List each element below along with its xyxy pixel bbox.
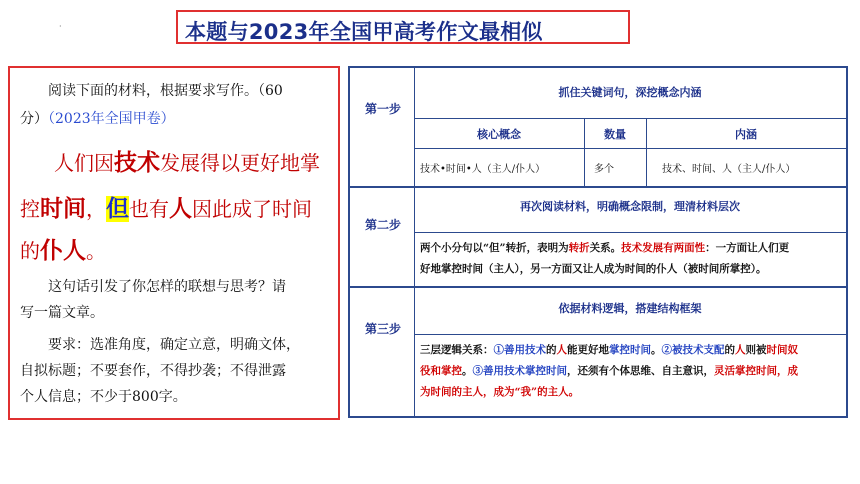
framework-point-2: ②被技术支配	[661, 344, 725, 356]
framework-text: 。	[651, 344, 662, 356]
keyword-time-slave: 时间奴	[766, 344, 798, 356]
step-2-analysis	[420, 238, 838, 280]
quote-text: 也有	[129, 197, 169, 221]
value-count: 多个	[594, 164, 614, 175]
value-connotation: 技术、时间、人（主人/仆人）	[662, 164, 796, 175]
keyword-turn: 转折	[568, 242, 590, 254]
framework-text: ，还须有个体思维、自主意识，	[567, 365, 714, 377]
keyword-servant: 仆人	[40, 238, 86, 264]
page-title: 本题与2023年全国甲高考作文最相似	[185, 20, 543, 44]
intro-line: 阅读下面的材料，根据要求写作。（60	[48, 83, 283, 99]
keyword-person: 人	[735, 344, 746, 356]
step-separator	[350, 286, 846, 288]
analysis-text: 两个小分句以“但”转折，表明为	[420, 242, 569, 254]
quote-line-2	[20, 186, 340, 232]
framework-text: 的	[724, 344, 735, 356]
header-connotation: 内涵	[735, 128, 757, 141]
title-banner	[176, 10, 630, 44]
keyword-technology: 技术	[114, 150, 160, 176]
framework-point-3: ③善用技术掌控时间	[472, 365, 567, 377]
analysis-text: ：一方面让人们更	[705, 242, 790, 254]
keyword-flexible-control: 灵活掌控时间，成	[714, 365, 798, 377]
prompt-line-1	[20, 274, 336, 300]
keyword-person: 人	[169, 196, 192, 222]
material-intro	[20, 78, 336, 104]
framework-text: 则被	[745, 344, 767, 356]
step-column-divider	[414, 68, 415, 416]
keyword-two-sides: 技术发展有两面性	[621, 242, 706, 254]
quote-text: ，	[86, 197, 106, 221]
requirement-line-1	[20, 332, 336, 358]
requirement-line-3: 个人信息；不少于800字。	[20, 389, 187, 405]
step-separator	[350, 186, 846, 188]
quote-line-1	[20, 140, 340, 186]
prompt-line-2: 写一篇文章。	[20, 305, 104, 321]
material-intro-2	[20, 106, 336, 132]
keyword-enslaved: 役和掌控	[420, 365, 462, 377]
step-3-label: 第三步	[364, 322, 401, 336]
row-line	[414, 148, 846, 149]
framework-point-1: ①善用技术	[493, 344, 546, 356]
keyword-time: 时间	[40, 196, 86, 222]
framework-text: 三层逻辑关系：	[420, 344, 494, 356]
quote-text: 发展得以更好地掌	[160, 151, 320, 175]
step-3-heading: 依据材料逻辑，搭建结构框架	[558, 302, 702, 315]
step-2-heading: 再次阅读材料，明确概念限制，理清材料层次	[520, 200, 740, 213]
prompt-text: 这句话引发了你怎样的联想与思考？请	[48, 279, 286, 295]
material-panel	[8, 66, 340, 420]
requirement-text: 要求：选准角度，确定立意，明确文体，	[48, 337, 300, 353]
keyword-master: 为时间的主人，成为“我”的主人。	[420, 386, 580, 398]
quote-line-3	[20, 228, 340, 274]
framework-text: 。	[462, 365, 473, 377]
requirement-line-2: 自拟标题；不要套作，不得抄袭；不得泄露	[20, 363, 286, 379]
row-line	[414, 334, 846, 335]
row-line	[414, 232, 846, 233]
header-count: 数量	[604, 128, 626, 141]
quote-text: 控	[20, 197, 40, 221]
quote-text: 人们因	[54, 151, 114, 175]
keyword-but: 但	[106, 196, 129, 222]
step-3-framework	[420, 340, 838, 403]
framework-text: 能更好地	[567, 344, 609, 356]
quote-text: 的	[20, 239, 40, 263]
intro-line-2: 分）	[20, 111, 48, 127]
header-core-concept: 核心概念	[477, 128, 521, 141]
value-core-concept: 技术•时间•人（主人/仆人）	[420, 164, 546, 175]
step-2-label: 第二步	[364, 218, 401, 232]
analysis-text: 好地掌控时间（主人），另一方面又让人成为时间的仆人（被时间所掌控）。	[420, 263, 767, 275]
keyword-control-time: 掌控时间	[609, 344, 651, 356]
step-1-heading: 抓住关键词句，深挖概念内涵	[558, 86, 702, 99]
quote-text: 。	[86, 239, 106, 263]
exam-source: （2023年全国甲卷）	[48, 111, 175, 127]
stray-dot: ·	[59, 22, 62, 31]
keyword-person: 人	[556, 344, 567, 356]
step-1-label: 第一步	[364, 102, 401, 116]
analysis-text: 关系。	[589, 242, 622, 254]
row-line	[414, 118, 846, 119]
quote-text: 因此成了	[192, 197, 272, 221]
framework-text: 的	[546, 344, 557, 356]
steps-table	[348, 66, 848, 418]
quote-text: 时间	[272, 197, 312, 221]
